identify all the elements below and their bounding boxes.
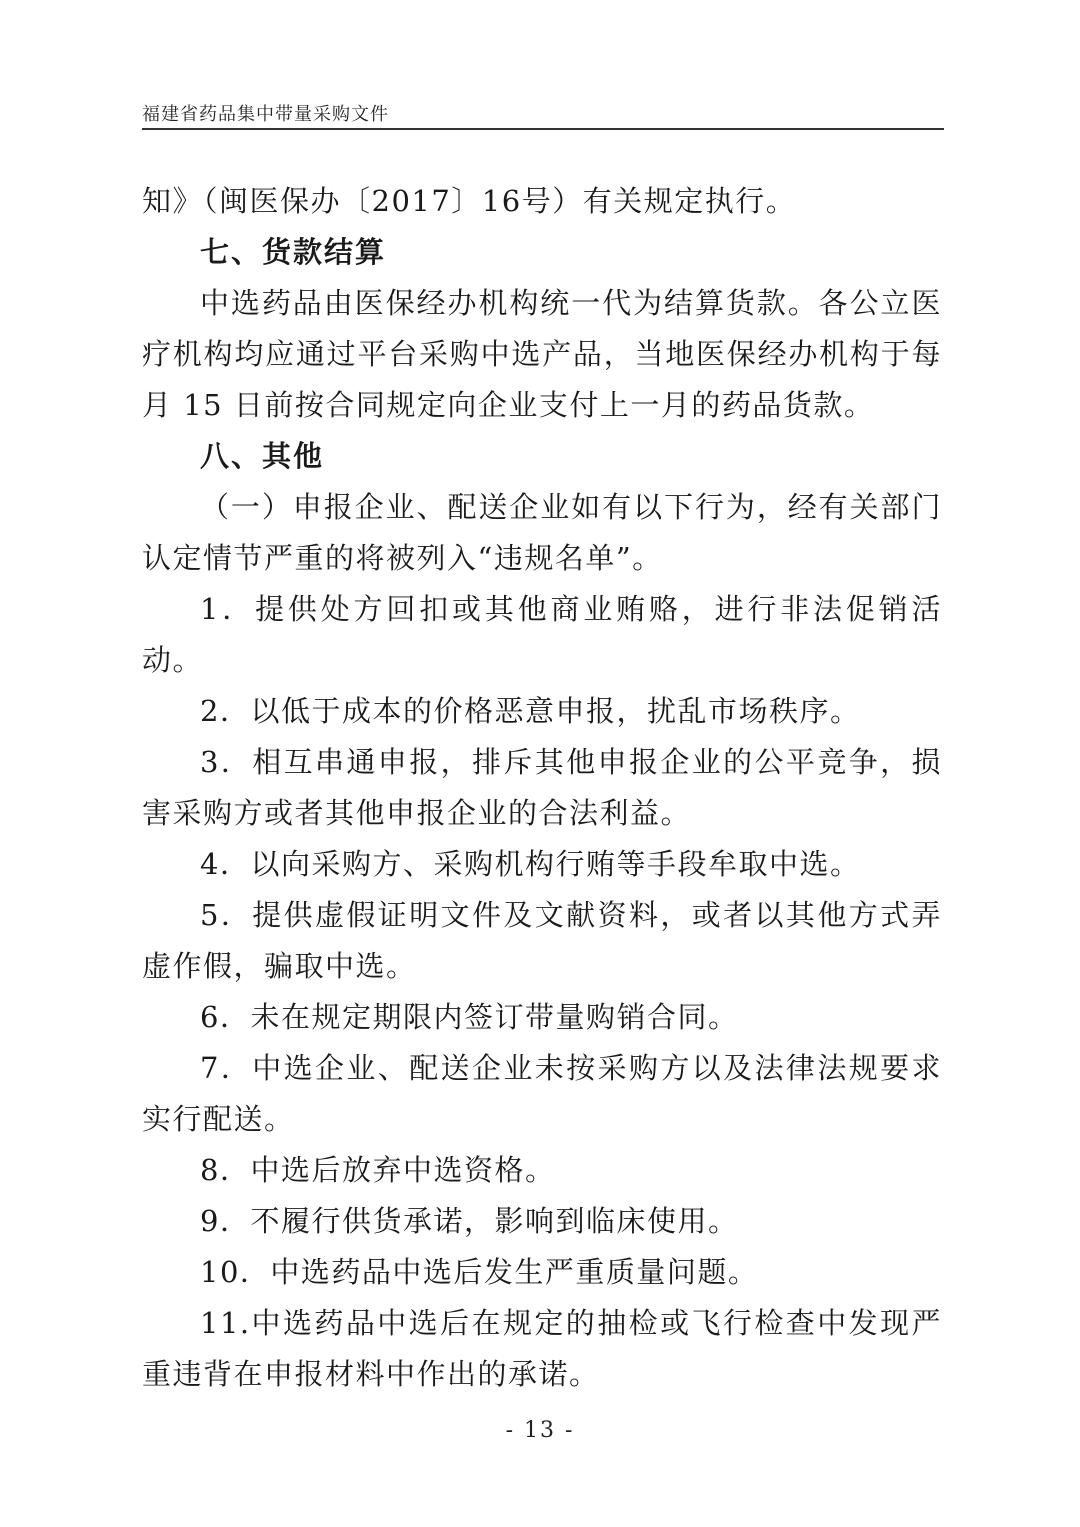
list-item: 7．中选企业、配送企业未按采购方以及法律法规要求实行配送。 <box>142 1051 942 1136</box>
continuation-paragraph: 知》（闽医保办〔2017〕16号）有关规定执行。 <box>142 184 797 218</box>
list-item: 3．相互串通申报，排斥其他申报企业的公平竞争，损害采购方或者其他申报企业的合法利益。 <box>142 745 942 830</box>
header-divider <box>142 128 944 130</box>
document-body <box>142 176 942 1400</box>
section-heading-7: 七、货款结算 <box>200 235 387 269</box>
list-item: 10．中选药品中选后发生严重质量问题。 <box>200 1255 759 1289</box>
list-item: 5．提供虚假证明文件及文献资料，或者以其他方式弄虚作假，骗取中选。 <box>142 898 942 983</box>
paragraph-intro: （一）申报企业、配送企业如有以下行为，经有关部门认定情节严重的将被列入“违规名单”。 <box>142 490 942 575</box>
page-number: - 13 - <box>505 1418 575 1443</box>
list-item: 1．提供处方回扣或其他商业贿赂，进行非法促销活动。 <box>142 592 942 677</box>
running-header: 福建省药品集中带量采购文件 <box>142 104 389 125</box>
list-item: 2．以低于成本的价格恶意申报，扰乱市场秩序。 <box>200 694 861 728</box>
list-item: 6．未在规定期限内签订带量购销合同。 <box>200 1000 739 1034</box>
paragraph-payment: 中选药品由医保经办机构统一代为结算货款。各公立医疗机构均应通过平台采购中选产品，当地医保经办机构于每月 15 日前按合同规定向企业支付上一月的药品货款。 <box>142 286 942 422</box>
list-item: 11.中选药品中选后在规定的抽检或飞行检查中发现严重违背在申报材料中作出的承诺。 <box>142 1306 942 1391</box>
section-heading-8: 八、其他 <box>200 439 325 473</box>
list-item: 4．以向采购方、采购机构行贿等手段牟取中选。 <box>200 847 861 881</box>
list-item: 9．不履行供货承诺，影响到临床使用。 <box>200 1204 739 1238</box>
list-item: 8．中选后放弃中选资格。 <box>200 1153 556 1187</box>
